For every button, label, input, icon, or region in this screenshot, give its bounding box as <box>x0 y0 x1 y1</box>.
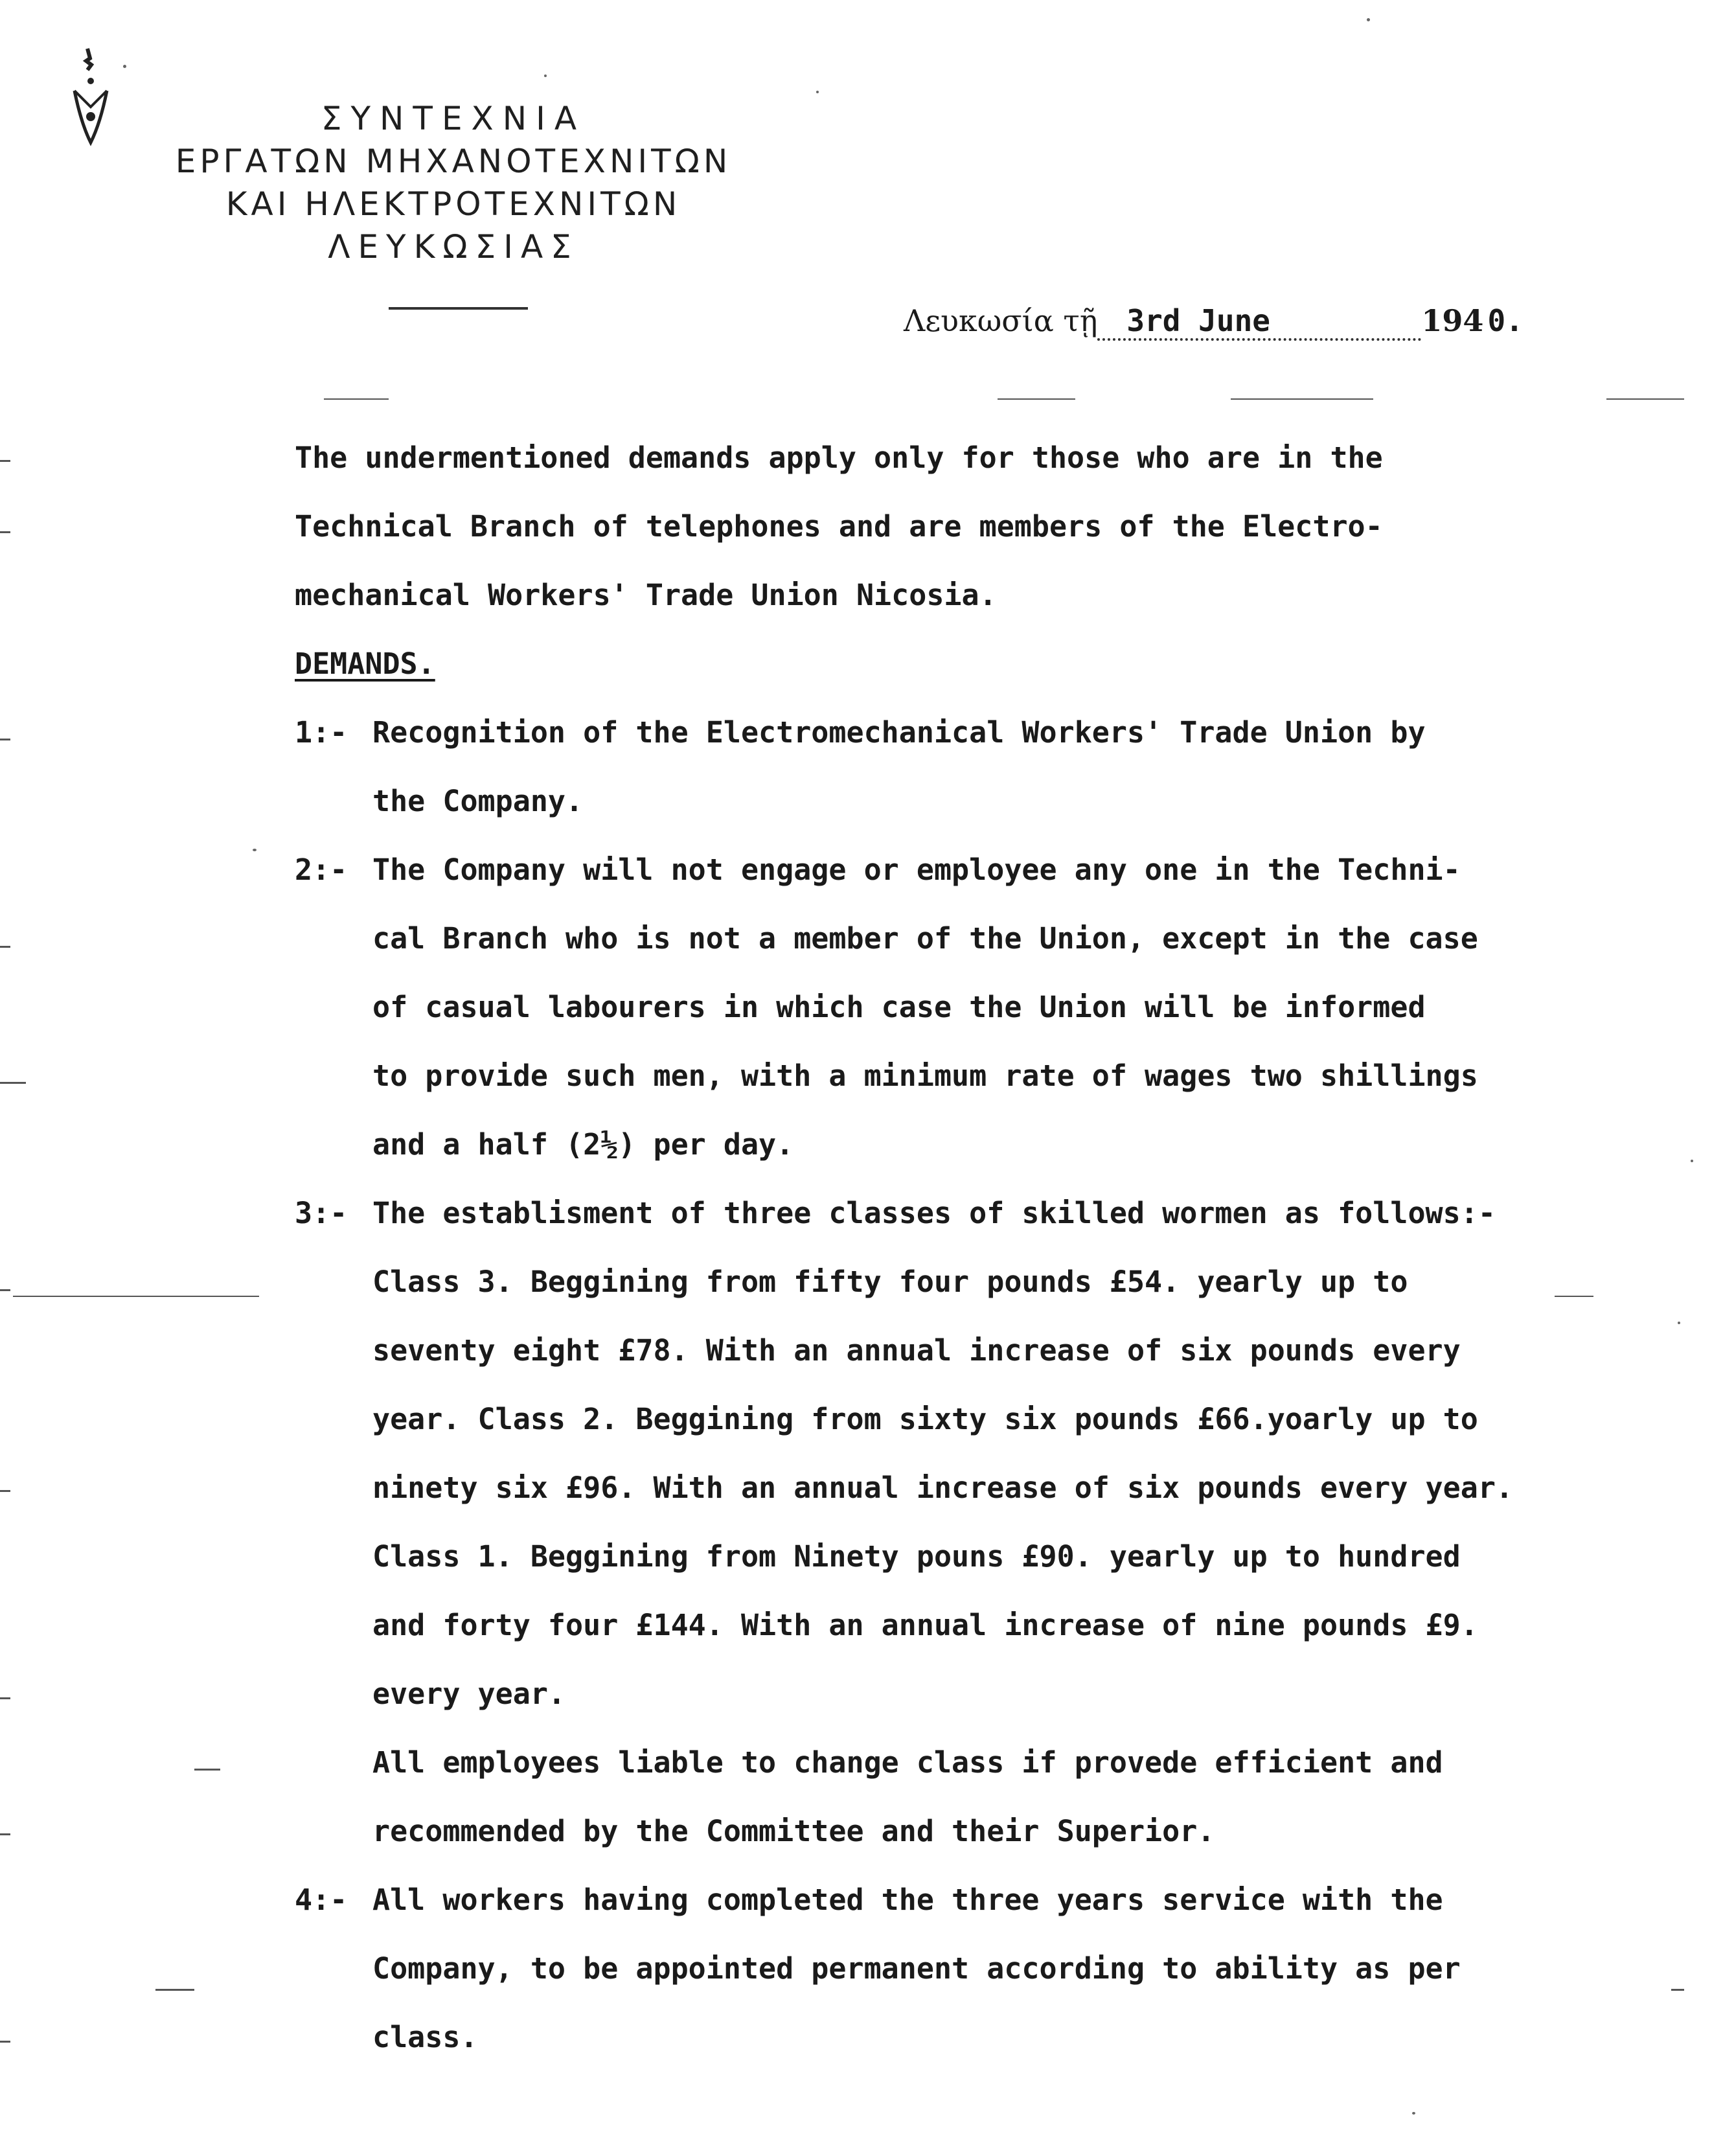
demand-line: Recognition of the Electromechanical Workers' Trade Union by <box>372 715 1426 750</box>
scan-mark <box>1555 1296 1593 1297</box>
union-emblem <box>62 45 120 159</box>
date-line <box>904 303 1551 342</box>
demand-number: 2:- <box>295 853 348 887</box>
scan-mark <box>0 1082 26 1084</box>
demand-line: The Company will not engage or employee any one in the Techni- <box>372 853 1461 887</box>
scan-speck <box>544 75 547 77</box>
scan-mark <box>13 1296 259 1297</box>
scan-speck <box>1412 2112 1415 2115</box>
letterhead-line-2: ΕΡΓΑΤΩΝ ΜΗΧΑΝΟΤΕΧΝΙΤΩΝ <box>175 143 732 180</box>
demand-line: recommended by the Committee and their Superior. <box>372 1814 1215 1848</box>
date-field: 3rd June <box>1097 303 1421 341</box>
demand-line: ninety six £96. With an annual increase of six pounds every year. <box>372 1471 1513 1505</box>
demand-line: seventy eight £78. With an annual increase of six pounds every <box>372 1333 1461 1368</box>
demand-number: 3:- <box>295 1196 348 1230</box>
letterhead-rule <box>389 307 528 310</box>
scan-mark <box>1671 1989 1684 1991</box>
scan-mark <box>0 739 10 740</box>
intro-line: Technical Branch of telephones and are members of the Electro- <box>295 509 1383 544</box>
scan-mark <box>324 398 389 400</box>
demand-line: All employees liable to change class if provede efficient and <box>372 1745 1443 1780</box>
demand-number: 1:- <box>295 715 348 750</box>
demand-number: 4:- <box>295 1883 348 1917</box>
demand-line: and forty four £144. With an annual increase of nine pounds £9. <box>372 1608 1478 1642</box>
scan-mark <box>0 2041 10 2043</box>
scan-mark <box>0 1490 10 1492</box>
scan-mark <box>0 1833 10 1835</box>
demand-line: Class 3. Beggining from fifty four pounds £54. yearly up to <box>372 1265 1408 1299</box>
demand-line: the Company. <box>372 784 584 818</box>
demand-line: and a half (2½) per day. <box>372 1127 794 1162</box>
year-typed: 0. <box>1487 303 1524 338</box>
scan-mark <box>0 1289 10 1291</box>
scan-mark <box>1606 398 1684 400</box>
demand-line: class. <box>372 2020 478 2054</box>
scan-mark <box>0 946 10 948</box>
intro-line: The undermentioned demands apply only for those who are in the <box>295 441 1383 475</box>
scan-speck <box>123 65 126 68</box>
scan-speck <box>1691 1160 1693 1162</box>
scan-mark <box>1231 398 1373 400</box>
demand-line: Class 1. Beggining from Ninety pouns £90. yearly up to hundred <box>372 1539 1461 1574</box>
scan-speck <box>1678 1322 1680 1324</box>
demand-line: to provide such men, with a minimum rate of wages two shillings <box>372 1059 1478 1093</box>
intro-line: mechanical Workers' Trade Union Nicosia. <box>295 578 997 612</box>
scan-mark <box>998 398 1075 400</box>
scan-mark <box>0 531 10 533</box>
demand-line: of casual labourers in which case the Union will be informed <box>372 990 1426 1024</box>
scan-mark <box>0 460 10 462</box>
demand-line: year. Class 2. Beggining from sixty six pounds £66.yoarly up to <box>372 1402 1478 1436</box>
year-printed: 194 <box>1421 303 1484 338</box>
scan-mark <box>194 1769 220 1771</box>
date-label: Λευκωσία τῇ <box>904 303 1098 338</box>
demand-line: The establisment of three classes of skilled wormen as follows:- <box>372 1196 1496 1230</box>
letterhead <box>130 97 777 268</box>
letterhead-line-1: ΣΥΝΤΕΧΝΙΑ <box>321 100 586 137</box>
scan-mark <box>155 1989 194 1991</box>
demand-line: cal Branch who is not a member of the Union, except in the case <box>372 921 1478 956</box>
scan-speck <box>816 91 819 93</box>
demand-line: Company, to be appointed permanent according to ability as per <box>372 1951 1461 1986</box>
demands-heading: DEMANDS. <box>295 647 435 681</box>
letterhead-line-3: ΚΑΙ ΗΛΕΚΤΡΟΤΕΧΝΙΤΩΝ <box>225 185 681 223</box>
demand-line: every year. <box>372 1677 566 1711</box>
scan-speck <box>253 849 257 851</box>
scan-speck <box>1367 18 1370 21</box>
demand-line: All workers having completed the three years service with the <box>372 1883 1443 1917</box>
scan-mark <box>0 1697 10 1699</box>
letterhead-line-4: ΛΕΥΚΩΣΙΑΣ <box>328 228 579 266</box>
